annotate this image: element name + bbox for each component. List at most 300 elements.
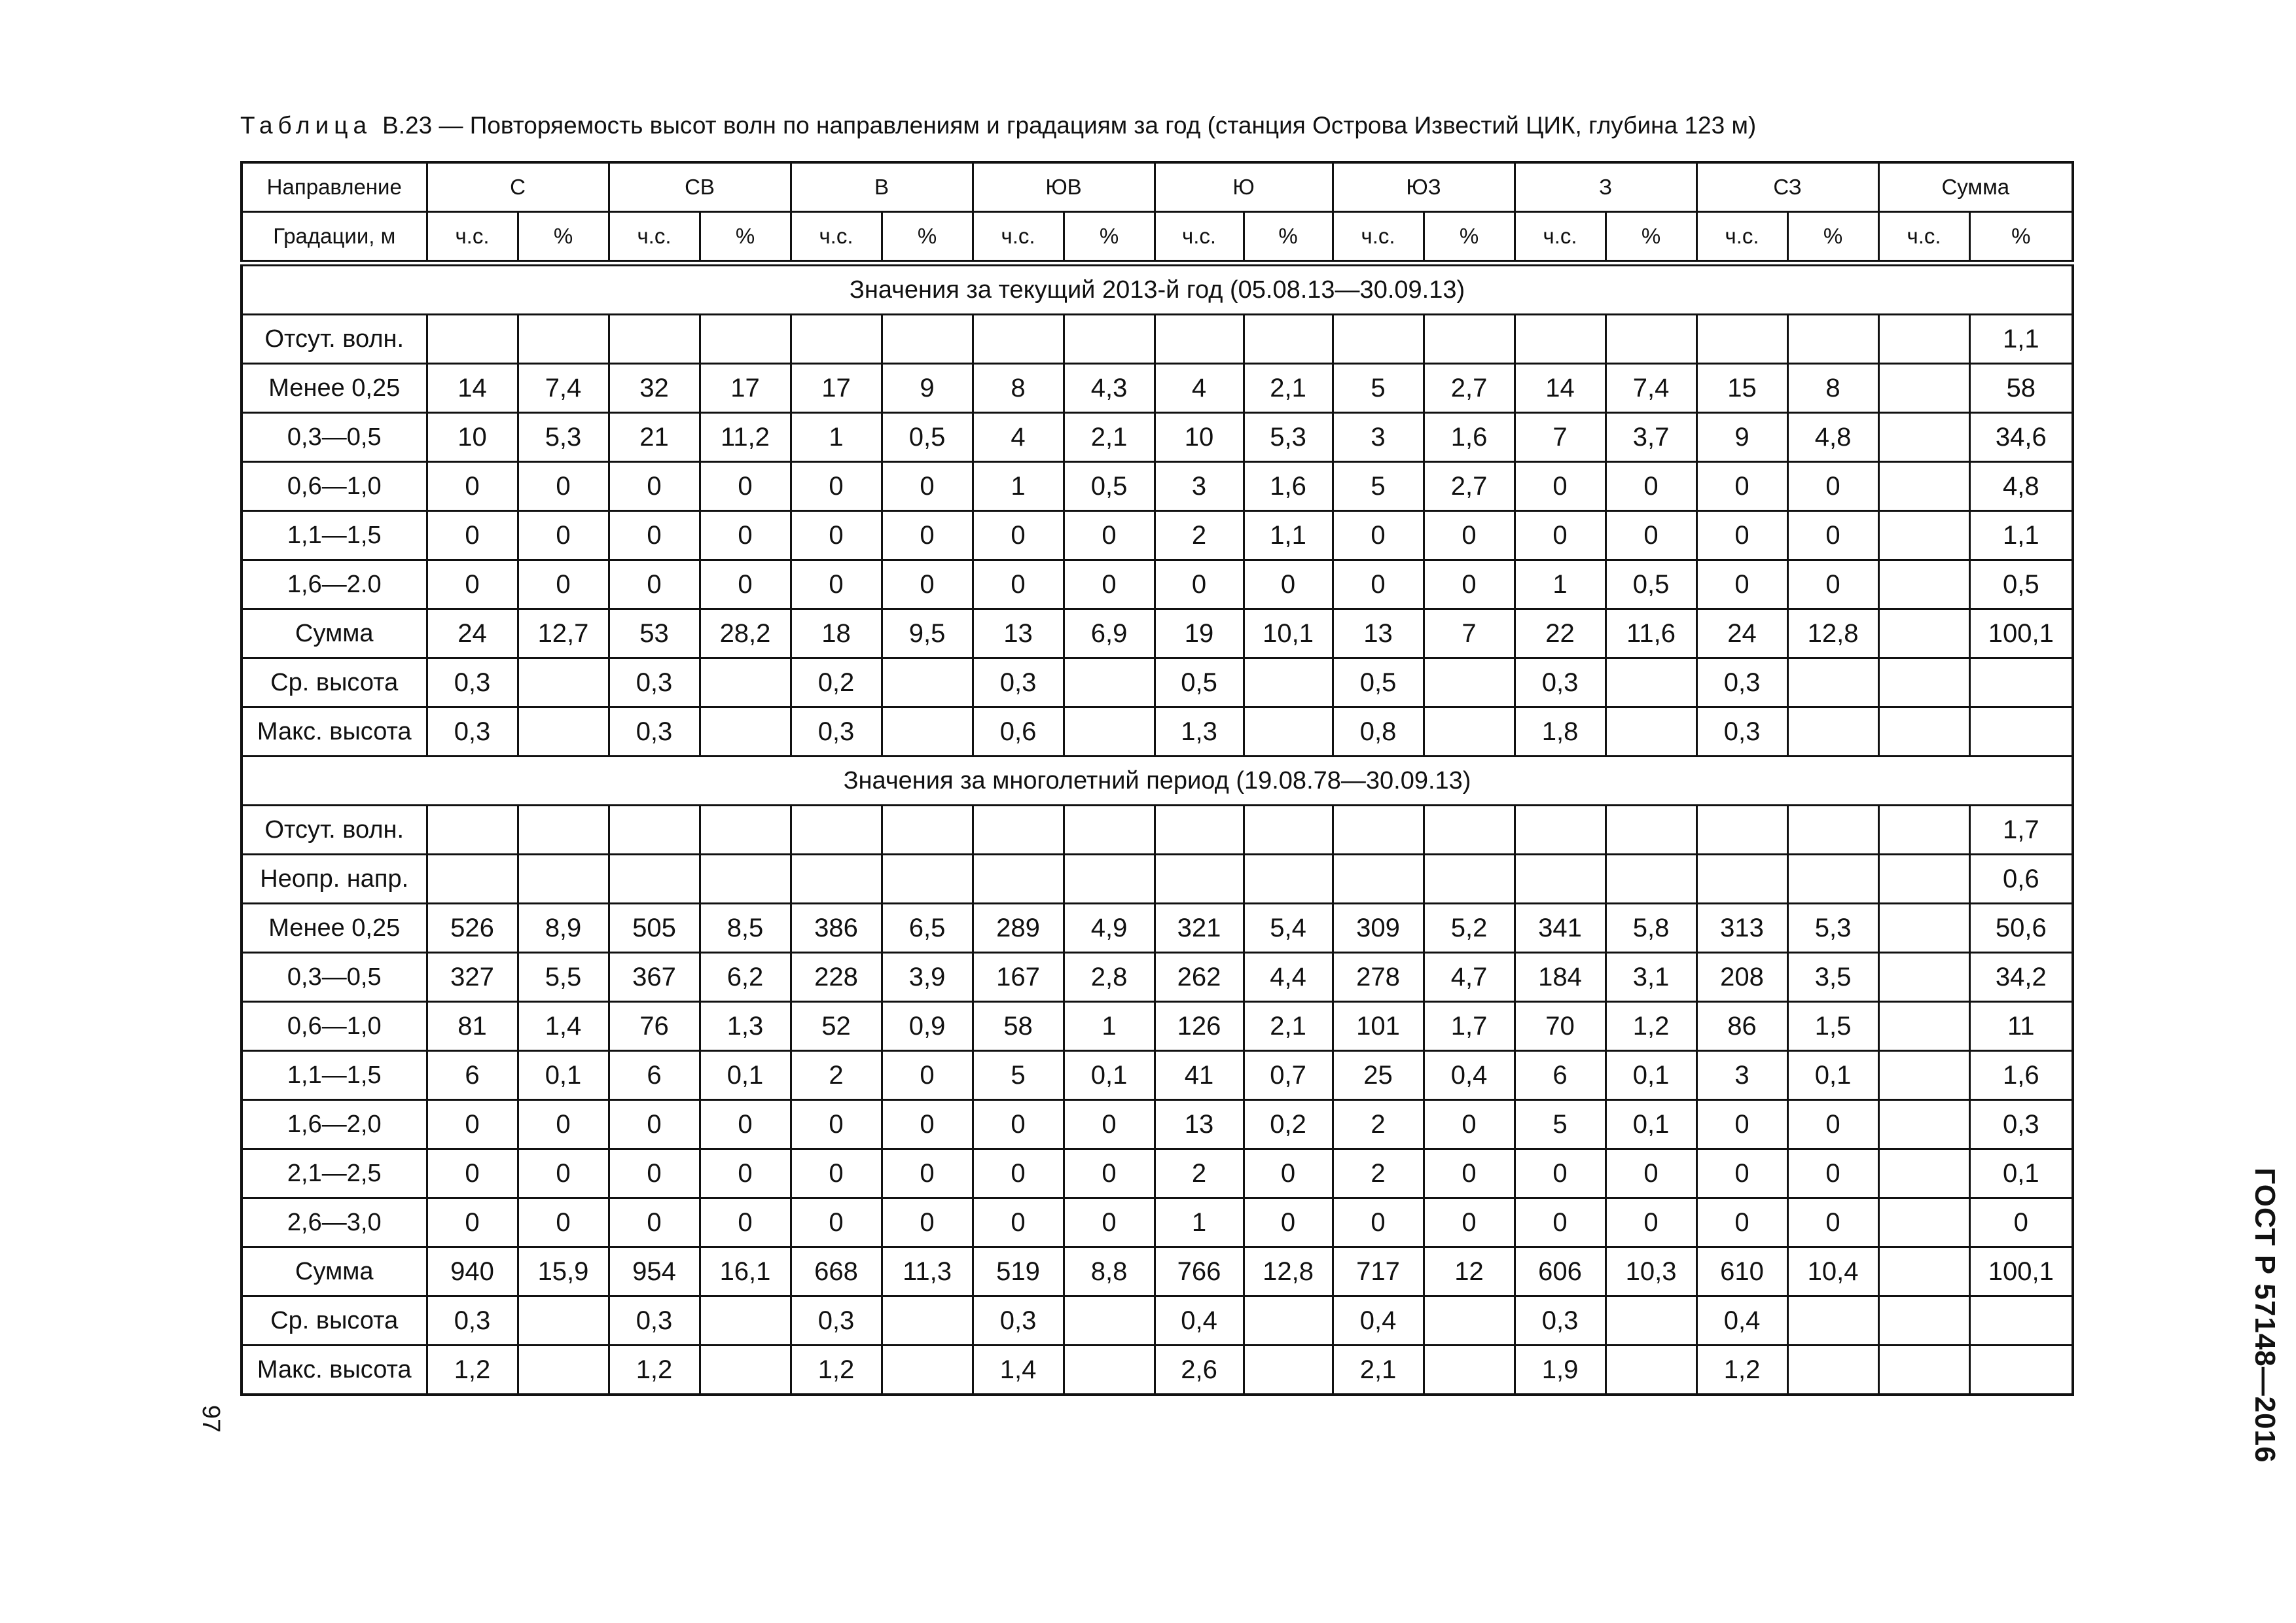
row-label: 0,3—0,5: [242, 953, 427, 1002]
table-cell: 0: [427, 1149, 518, 1198]
table-cell: [1605, 315, 1696, 364]
count-header-cell: ч.с.: [791, 212, 882, 264]
table-cell: 2: [791, 1051, 882, 1100]
table-cell: 0: [700, 511, 791, 560]
table-cell: 0: [791, 560, 882, 609]
table-cell: [973, 855, 1064, 904]
table-cell: 327: [427, 953, 518, 1002]
row-label: 1,6—2,0: [242, 1100, 427, 1149]
table-cell: [1787, 707, 1878, 757]
table-cell: [1064, 658, 1155, 707]
row-label: Менее 0,25: [242, 904, 427, 953]
table-cell: 0,4: [1424, 1051, 1515, 1100]
table-cell: [700, 855, 791, 904]
table-cell: [1244, 806, 1333, 855]
table-cell: 0: [700, 462, 791, 511]
table-cell: 0,3: [973, 658, 1064, 707]
table-cell: 0,5: [1155, 658, 1244, 707]
table-cell: [1878, 707, 1969, 757]
table-cell: 1,2: [427, 1346, 518, 1395]
table-cell: 12: [1424, 1247, 1515, 1296]
table-cell: [1878, 462, 1969, 511]
table-cell: [1605, 806, 1696, 855]
table-body: [242, 162, 2073, 1395]
table-cell: 1,5: [1787, 1002, 1878, 1051]
table-cell: 2,1: [1333, 1346, 1424, 1395]
table-row: [242, 806, 2073, 855]
header-row-directions: [242, 162, 2073, 212]
table-cell: 0: [1787, 1100, 1878, 1149]
table-cell: 24: [1696, 609, 1787, 658]
table-cell: 4,8: [1969, 462, 2073, 511]
table-cell: 0: [1424, 1100, 1515, 1149]
table-cell: 11: [1969, 1002, 2073, 1051]
table-cell: 10,3: [1605, 1247, 1696, 1296]
table-row: [242, 462, 2073, 511]
direction-header: Направление: [242, 162, 427, 212]
table-cell: [1878, 855, 1969, 904]
table-cell: 386: [791, 904, 882, 953]
table-cell: 184: [1515, 953, 1605, 1002]
table-cell: [1424, 1296, 1515, 1346]
table-cell: 0: [1244, 560, 1333, 609]
table-cell: 3,9: [882, 953, 973, 1002]
table-cell: [1878, 315, 1969, 364]
table-cell: 0: [1787, 462, 1878, 511]
table-cell: 0,3: [609, 707, 700, 757]
table-cell: 0,3: [1969, 1100, 2073, 1149]
table-cell: [1155, 315, 1244, 364]
table-cell: 100,1: [1969, 1247, 2073, 1296]
table-cell: 2,1: [1064, 413, 1155, 462]
table-cell: [791, 315, 882, 364]
table-cell: 0: [1696, 462, 1787, 511]
table-cell: 0: [700, 1198, 791, 1247]
table-cell: [1878, 658, 1969, 707]
table-cell: 0: [1696, 560, 1787, 609]
table-cell: 5: [973, 1051, 1064, 1100]
percent-header-cell: %: [700, 212, 791, 264]
table-row: [242, 707, 2073, 757]
table-cell: 24: [427, 609, 518, 658]
table-cell: 0,3: [427, 658, 518, 707]
count-header-cell: ч.с.: [973, 212, 1064, 264]
table-cell: 6: [1515, 1051, 1605, 1100]
grade-header: Градации, м: [242, 212, 427, 264]
table-cell: 0,3: [1696, 658, 1787, 707]
table-row: [242, 658, 2073, 707]
table-cell: 0,5: [1333, 658, 1424, 707]
table-cell: 1,4: [973, 1346, 1064, 1395]
row-label: Менее 0,25: [242, 364, 427, 413]
table-cell: 0,1: [518, 1051, 609, 1100]
table-cell: 0,6: [973, 707, 1064, 757]
table-cell: 1,8: [1515, 707, 1605, 757]
table-cell: 1,9: [1515, 1346, 1605, 1395]
table-cell: 0,3: [973, 1296, 1064, 1346]
table-cell: 14: [1515, 364, 1605, 413]
table-cell: [700, 1346, 791, 1395]
table-cell: 0: [973, 511, 1064, 560]
table-cell: [1696, 806, 1787, 855]
table-row: [242, 953, 2073, 1002]
table-cell: [700, 1296, 791, 1346]
row-label: 2,1—2,5: [242, 1149, 427, 1198]
table-cell: 0,2: [1244, 1100, 1333, 1149]
table-cell: 0: [427, 462, 518, 511]
table-cell: 17: [791, 364, 882, 413]
table-cell: [1878, 1100, 1969, 1149]
table-cell: 0,3: [1515, 658, 1605, 707]
percent-header-cell: %: [518, 212, 609, 264]
table-cell: [427, 806, 518, 855]
percent-header-cell: %: [1969, 212, 2073, 264]
table-cell: [973, 806, 1064, 855]
table-row: [242, 315, 2073, 364]
table-cell: 0,4: [1155, 1296, 1244, 1346]
table-cell: 86: [1696, 1002, 1787, 1051]
table-cell: 606: [1515, 1247, 1605, 1296]
table-cell: [882, 658, 973, 707]
table-cell: [1244, 1296, 1333, 1346]
table-cell: 2: [1155, 511, 1244, 560]
table-cell: [1605, 1346, 1696, 1395]
row-label: Сумма: [242, 609, 427, 658]
table-cell: 668: [791, 1247, 882, 1296]
table-cell: [427, 315, 518, 364]
table-row: [242, 1149, 2073, 1198]
table-cell: 2: [1333, 1100, 1424, 1149]
row-label: Ср. высота: [242, 658, 427, 707]
table-cell: 0: [973, 1198, 1064, 1247]
table-cell: 1,2: [609, 1346, 700, 1395]
table-cell: 0: [973, 1100, 1064, 1149]
table-cell: 610: [1696, 1247, 1787, 1296]
table-cell: 7: [1424, 609, 1515, 658]
table-row: [242, 904, 2073, 953]
table-cell: 4,9: [1064, 904, 1155, 953]
table-cell: 954: [609, 1247, 700, 1296]
table-cell: 6: [609, 1051, 700, 1100]
table-cell: [1605, 658, 1696, 707]
table-cell: [1787, 855, 1878, 904]
table-cell: 5: [1333, 364, 1424, 413]
table-cell: 14: [427, 364, 518, 413]
table-cell: [1515, 806, 1605, 855]
table-cell: 126: [1155, 1002, 1244, 1051]
table-cell: 278: [1333, 953, 1424, 1002]
table-cell: 0: [609, 1100, 700, 1149]
table-cell: [882, 315, 973, 364]
table-cell: 940: [427, 1247, 518, 1296]
table-cell: 11,3: [882, 1247, 973, 1296]
table-cell: [973, 315, 1064, 364]
table-cell: 321: [1155, 904, 1244, 953]
table-cell: 0,3: [427, 707, 518, 757]
table-cell: 0: [791, 462, 882, 511]
header-row-units: [242, 212, 2073, 264]
table-cell: 526: [427, 904, 518, 953]
table-cell: 9: [1696, 413, 1787, 462]
table-cell: 3,1: [1605, 953, 1696, 1002]
table-cell: [1515, 855, 1605, 904]
table-cell: [791, 806, 882, 855]
table-cell: 0: [609, 1198, 700, 1247]
table-cell: 0,3: [791, 1296, 882, 1346]
table-cell: 0: [700, 1149, 791, 1198]
table-cell: 0: [427, 511, 518, 560]
table-cell: 1,6: [1969, 1051, 2073, 1100]
table-cell: [427, 855, 518, 904]
table-cell: 6: [427, 1051, 518, 1100]
table-cell: 0: [1605, 462, 1696, 511]
direction-header-cell: СВ: [609, 162, 791, 212]
table-cell: 28,2: [700, 609, 791, 658]
table-cell: [1878, 806, 1969, 855]
table-cell: 1,3: [1155, 707, 1244, 757]
table-cell: 5,5: [518, 953, 609, 1002]
table-cell: 34,2: [1969, 953, 2073, 1002]
table-cell: 3,7: [1605, 413, 1696, 462]
table-cell: 0: [1515, 1198, 1605, 1247]
table-cell: 15: [1696, 364, 1787, 413]
table-cell: 1: [1064, 1002, 1155, 1051]
table-cell: [700, 658, 791, 707]
table-cell: 262: [1155, 953, 1244, 1002]
table-cell: 0,1: [1969, 1149, 2073, 1198]
table-cell: 0: [1244, 1198, 1333, 1247]
table-cell: [1333, 806, 1424, 855]
section-title-row: [242, 263, 2073, 315]
table-cell: 0,8: [1333, 707, 1424, 757]
table-cell: 0,1: [1787, 1051, 1878, 1100]
table-cell: 6,2: [700, 953, 791, 1002]
table-cell: [518, 707, 609, 757]
table-cell: 1,2: [1605, 1002, 1696, 1051]
table-cell: [882, 1346, 973, 1395]
table-cell: [1424, 855, 1515, 904]
table-cell: [1878, 560, 1969, 609]
section-title: Значения за многолетний период (19.08.78—30.09.13): [242, 757, 2073, 806]
table-cell: 7,4: [518, 364, 609, 413]
table-cell: 0: [1787, 560, 1878, 609]
table-cell: 58: [1969, 364, 2073, 413]
table-row: [242, 1247, 2073, 1296]
table-cell: 0: [1064, 511, 1155, 560]
table-cell: 10: [1155, 413, 1244, 462]
table-cell: 0: [1424, 560, 1515, 609]
table-cell: 228: [791, 953, 882, 1002]
table-cell: [1244, 707, 1333, 757]
table-cell: [791, 855, 882, 904]
table-cell: 0: [1696, 1100, 1787, 1149]
table-cell: [518, 806, 609, 855]
table-cell: 2,1: [1244, 1002, 1333, 1051]
table-cell: 0: [518, 1198, 609, 1247]
table-cell: 8: [1787, 364, 1878, 413]
table-cell: [1064, 707, 1155, 757]
table-cell: [1515, 315, 1605, 364]
table-cell: 0: [1244, 1149, 1333, 1198]
table-cell: 167: [973, 953, 1064, 1002]
row-label: 1,1—1,5: [242, 1051, 427, 1100]
row-label: Ср. высота: [242, 1296, 427, 1346]
table-cell: 10,1: [1244, 609, 1333, 658]
table-cell: 309: [1333, 904, 1424, 953]
table-cell: [609, 855, 700, 904]
table-cell: 0: [791, 511, 882, 560]
table-cell: 2: [1155, 1149, 1244, 1198]
table-cell: [1424, 806, 1515, 855]
table-cell: [1878, 609, 1969, 658]
wave-height-table: [240, 161, 2074, 1396]
table-cell: 4,3: [1064, 364, 1155, 413]
table-cell: [1605, 707, 1696, 757]
table-cell: 0: [1787, 1198, 1878, 1247]
table-cell: [882, 855, 973, 904]
direction-header-cell: В: [791, 162, 973, 212]
table-cell: [1878, 1346, 1969, 1395]
table-cell: [1878, 364, 1969, 413]
table-cell: 0: [1696, 1149, 1787, 1198]
document-id: ГОСТ Р 57148—2016: [2249, 1168, 2281, 1463]
table-cell: 0: [427, 560, 518, 609]
table-cell: [1787, 806, 1878, 855]
table-cell: [882, 806, 973, 855]
table-cell: 0: [1333, 1198, 1424, 1247]
row-label: Отсут. волн.: [242, 315, 427, 364]
table-cell: 0: [518, 511, 609, 560]
table-cell: [1969, 658, 2073, 707]
table-cell: 0: [1333, 511, 1424, 560]
table-cell: 0: [882, 511, 973, 560]
direction-header-cell: ЮВ: [973, 162, 1155, 212]
table-row: [242, 1198, 2073, 1247]
table-cell: [1696, 315, 1787, 364]
table-cell: 0: [1515, 1149, 1605, 1198]
table-row: [242, 1346, 2073, 1395]
row-label: Сумма: [242, 1247, 427, 1296]
table-cell: 15,9: [518, 1247, 609, 1296]
table-cell: 1,1: [1969, 511, 2073, 560]
table-cell: 0,1: [1605, 1051, 1696, 1100]
row-label: 0,6—1,0: [242, 462, 427, 511]
table-cell: 0: [1787, 511, 1878, 560]
table-cell: [1787, 315, 1878, 364]
table-cell: 12,8: [1244, 1247, 1333, 1296]
table-cell: 100,1: [1969, 609, 2073, 658]
table-cell: [1878, 413, 1969, 462]
table-cell: [1878, 1247, 1969, 1296]
page-number: 97: [197, 1404, 224, 1433]
table-cell: 0: [882, 1100, 973, 1149]
table-cell: 341: [1515, 904, 1605, 953]
table-cell: 766: [1155, 1247, 1244, 1296]
table-cell: 0,3: [1515, 1296, 1605, 1346]
table-cell: 2,8: [1064, 953, 1155, 1002]
table-cell: 52: [791, 1002, 882, 1051]
table-cell: 1,3: [700, 1002, 791, 1051]
table-cell: 0: [1064, 1100, 1155, 1149]
table-cell: 0,4: [1333, 1296, 1424, 1346]
table-cell: [1787, 658, 1878, 707]
table-cell: 41: [1155, 1051, 1244, 1100]
table-cell: 0,9: [882, 1002, 973, 1051]
table-cell: 5,3: [518, 413, 609, 462]
table-cell: 0: [791, 1198, 882, 1247]
table-cell: 1,2: [791, 1346, 882, 1395]
table-cell: [1696, 855, 1787, 904]
table-cell: 9,5: [882, 609, 973, 658]
table-row: [242, 1051, 2073, 1100]
row-label: 0,3—0,5: [242, 413, 427, 462]
table-cell: [1244, 855, 1333, 904]
table-cell: 1,4: [518, 1002, 609, 1051]
table-cell: [1333, 855, 1424, 904]
table-cell: 21: [609, 413, 700, 462]
table-cell: 4: [973, 413, 1064, 462]
table-cell: 6,5: [882, 904, 973, 953]
table-row: [242, 609, 2073, 658]
table-cell: [882, 1296, 973, 1346]
table-cell: 1: [1155, 1198, 1244, 1247]
table-cell: 0: [1333, 560, 1424, 609]
table-cell: [1424, 707, 1515, 757]
percent-header-cell: %: [1605, 212, 1696, 264]
table-cell: 17: [700, 364, 791, 413]
table-cell: 367: [609, 953, 700, 1002]
table-cell: 5: [1333, 462, 1424, 511]
table-cell: 0: [609, 462, 700, 511]
table-cell: 0: [518, 1100, 609, 1149]
table-cell: 0: [1424, 1198, 1515, 1247]
direction-header-cell: З: [1515, 162, 1696, 212]
table-cell: 8,8: [1064, 1247, 1155, 1296]
table-cell: 0,5: [882, 413, 973, 462]
table-cell: 1,1: [1244, 511, 1333, 560]
percent-header-cell: %: [1244, 212, 1333, 264]
table-cell: 0,5: [1064, 462, 1155, 511]
table-cell: 1,6: [1424, 413, 1515, 462]
direction-header-cell: С: [427, 162, 609, 212]
table-cell: 3: [1333, 413, 1424, 462]
table-cell: 0: [882, 560, 973, 609]
table-cell: 3: [1696, 1051, 1787, 1100]
table-cell: [1064, 1346, 1155, 1395]
table-cell: [882, 707, 973, 757]
count-header-cell: ч.с.: [1515, 212, 1605, 264]
count-header-cell: ч.с.: [609, 212, 700, 264]
table-cell: 5,2: [1424, 904, 1515, 953]
table-cell: 208: [1696, 953, 1787, 1002]
table-cell: 0,4: [1696, 1296, 1787, 1346]
table-cell: 8,9: [518, 904, 609, 953]
table-cell: [1878, 1051, 1969, 1100]
table-cell: 12,7: [518, 609, 609, 658]
table-cell: 0: [1064, 1198, 1155, 1247]
table-cell: [1064, 806, 1155, 855]
table-cell: [1424, 658, 1515, 707]
table-cell: 0: [1424, 511, 1515, 560]
table-cell: 0: [973, 560, 1064, 609]
row-label: Макс. высота: [242, 707, 427, 757]
table-cell: [1787, 1346, 1878, 1395]
table-cell: [1244, 1346, 1333, 1395]
table-cell: 19: [1155, 609, 1244, 658]
table-cell: 0,5: [1969, 560, 2073, 609]
table-cell: [700, 707, 791, 757]
table-cell: 4: [1155, 364, 1244, 413]
